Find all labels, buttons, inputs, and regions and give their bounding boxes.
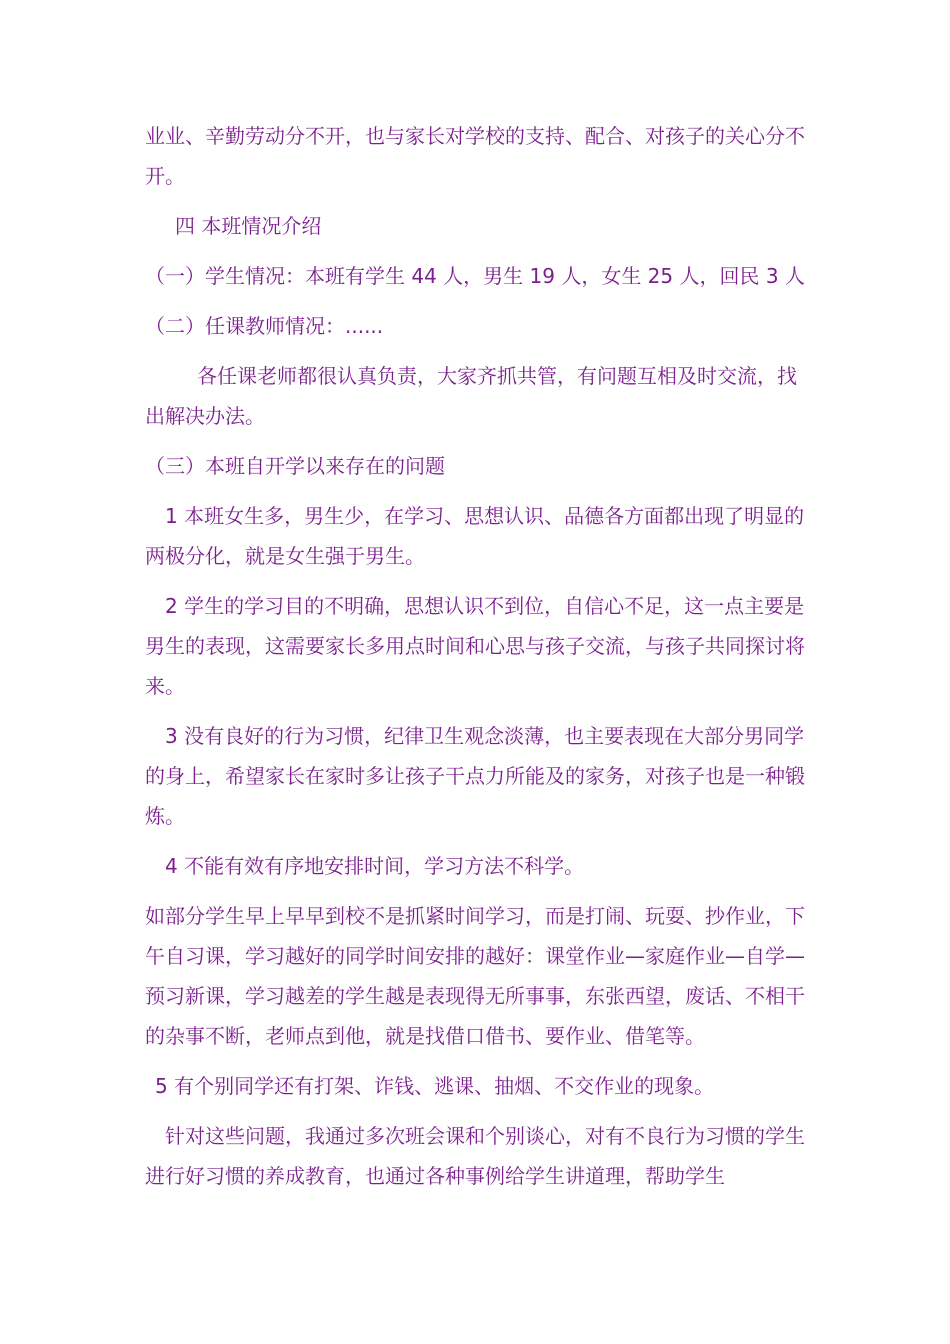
problem-item-1: 1 本班女生多，男生少，在学习、思想认识、品德各方面都出现了明显的两极分化，就是女生强于男生。 [145,504,805,568]
paragraph-example: 如部分学生早上早早到校不是抓紧时间学习，而是打闹、玩耍、抄作业，下午自习课，学习越好的同学时间安排的越好：课堂作业—家庭作业—自学—预习新课，学习越差的学生越是表现得无所事事，东张西望，废话、不相干的杂事不断，老师点到他，就是找借口借书、要作业、借笔等。 [145,904,805,1048]
paragraph-teachers: 各任课老师都很认真负责，大家齐抓共管，有问题互相及时交流，找出解决办法。 [145,364,797,428]
subsection-student-info: （一）学生情况：本班有学生 44 人，男生 19 人，女生 25 人，回民 3 人 [145,264,805,288]
problem-item-3: 3 没有良好的行为习惯，纪律卫生观念淡薄，也主要表现在大部分男同学的身上，希望家长在家时多让孩子干点力所能及的家务，对孩子也是一种锻炼。 [145,724,805,828]
paragraph-continuation: 业业、辛勤劳动分不开，也与家长对学校的支持、配合、对孩子的关心分不开。 [145,124,805,188]
problem-item-4: 4 不能有效有序地安排时间，学习方法不科学。 [165,854,585,878]
subsection-problems: （三）本班自开学以来存在的问题 [145,454,445,478]
problem-item-5: 5 有个别同学还有打架、诈钱、逃课、抽烟、不交作业的现象。 [155,1074,715,1098]
problem-item-2: 2 学生的学习目的不明确，思想认识不到位，自信心不足，这一点主要是男生的表现，这需要家长多用点时间和心思与孩子交流，与孩子共同探讨将来。 [145,594,805,698]
paragraph-response: 针对这些问题，我通过多次班会课和个别谈心，对有不良行为习惯的学生进行好习惯的养成教育，也通过各种事例给学生讲道理，帮助学生 [145,1124,805,1188]
subsection-teacher-info: （二）任课教师情况：...... [145,314,384,338]
document-body [145,116,815,1206]
section-heading-four: 四 本班情况介绍 [175,214,322,238]
